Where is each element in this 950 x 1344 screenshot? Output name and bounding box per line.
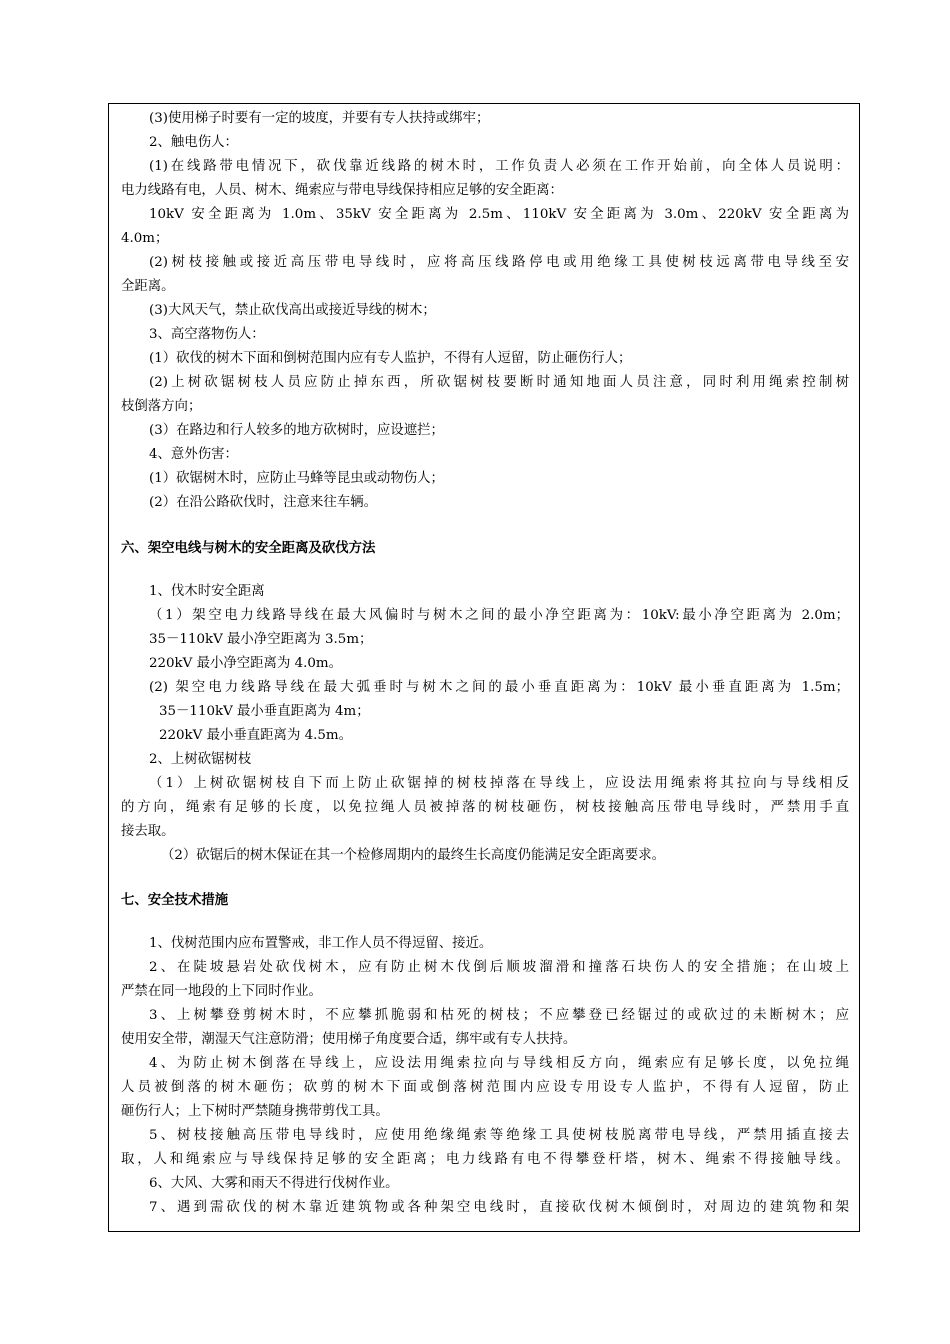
text-line: 取，人和绳索应与导线保持足够的安全距离；电力线路有电不得攀登杆塔，树木、绳索不得接触导线。	[121, 1152, 849, 1167]
text-line: 35－110kV 最小垂直距离为 4m；	[159, 704, 370, 719]
text-line: 10kV 安全距离为 1.0m、35kV 安全距离为 2.5m、110kV 安全距离为 3.0m、220kV 安全距离为	[149, 207, 849, 222]
text-line: 1、伐木时安全距离	[149, 584, 265, 599]
text-line: 2、上树砍锯树枝	[149, 752, 252, 767]
text-line: 5、树枝接触高压带电导线时，应使用绝缘绳索等绝缘工具使树枝脱离带电导线，严禁用插直接去	[149, 1128, 849, 1143]
text-line: （1）上树砍锯树枝自下而上防止砍锯掉的树枝掉落在导线上，应设法用绳索将其拉向与导线相反	[149, 776, 849, 791]
text-line: (2）在沿公路砍伐时，注意来往车辆。	[149, 495, 377, 510]
text-line: 电力线路有电，人员、树木、绳索应与带电导线保持相应足够的安全距离：	[121, 183, 563, 198]
text-line: 枝倒落方向；	[121, 399, 202, 414]
text-line: (1）砍锯树木时，应防止马蜂等昆虫或动物伤人；	[149, 471, 444, 486]
text-line: 的方向，绳索有足够的长度，以免拉绳人员被掉落的树枝砸伤，树枝接触高压带电导线时，严禁用手直	[121, 800, 849, 815]
text-line: 4、意外伤害：	[149, 447, 238, 462]
text-line: 砸伤行人；上下树时严禁随身携带剪伐工具。	[121, 1104, 389, 1119]
text-line: (2)上树砍锯树枝人员应防止掉东西，所砍锯树枝要断时通知地面人员注意，同时利用绳索控制树	[149, 375, 849, 390]
text-line: 2、触电伤人：	[149, 135, 238, 150]
text-line: （2）砍锯后的树木保证在其一个检修周期内的最终生长高度仍能满足安全距离要求。	[161, 848, 665, 863]
text-line: (1）砍伐的树木下面和倒树范围内应有专人监护，不得有人逗留，防止砸伤行人；	[149, 351, 632, 366]
text-line: 全距离。	[121, 279, 175, 294]
text-line: 4、为防止树木倒落在导线上，应设法用绳索拉向与导线相反方向，绳索应有足够长度，以免拉绳	[149, 1056, 849, 1071]
text-line: (2) 架空电力线路导线在最大弧垂时与树木之间的最小垂直距离为：10kV 最小垂直距离为 1.5m；	[149, 680, 849, 695]
text-line: 220kV 最小垂直距离为 4.5m。	[159, 728, 352, 743]
text-line: 35－110kV 最小净空距离为 3.5m；	[149, 632, 373, 647]
text-line: 4.0m；	[121, 231, 169, 246]
text-line: 2、在陡坡悬岩处砍伐树木，应有防止树木伐倒后顺坡溜滑和撞落石块伤人的安全措施；在山坡上	[149, 960, 849, 975]
text-line: 6、大风、大雾和雨天不得进行伐树作业。	[149, 1176, 399, 1191]
text-line: 7、遇到需砍伐的树木靠近建筑物或各种架空电线时，直接砍伐树木倾倒时，对周边的建筑物和架	[149, 1200, 849, 1215]
section-heading-6: 六、架空电线与树木的安全距离及砍伐方法	[121, 541, 376, 556]
text-line: 使用安全带，潮湿天气注意防滑；使用梯子角度要合适，绑牢或有专人扶持。	[121, 1032, 577, 1047]
section-heading-7: 七、安全技术措施	[121, 893, 229, 908]
text-line: 3、上树攀登剪树木时，不应攀抓脆弱和枯死的树枝；不应攀登已经锯过的或砍过的未断树木；应	[149, 1008, 849, 1023]
text-line: 1、伐树范围内应布置警戒，非工作人员不得逗留、接近。	[149, 936, 493, 951]
text-line: (3)使用梯子时要有一定的坡度，并要有专人扶持或绑牢；	[149, 111, 490, 126]
text-line: 严禁在同一地段的上下同时作业。	[121, 984, 322, 999]
text-line: （1）架空电力线路导线在最大风偏时与树木之间的最小净空距离为：10kV:最小净空距离为 2.0m；	[149, 608, 849, 623]
text-line: (3）在路边和行人较多的地方砍树时，应设遮拦；	[149, 423, 444, 438]
text-line: (1)在线路带电情况下，砍伐靠近线路的树木时，工作负责人必须在工作开始前，向全体人员说明：	[149, 159, 849, 174]
text-line: 220kV 最小净空距离为 4.0m。	[149, 656, 342, 671]
text-line: 接去取。	[121, 824, 175, 839]
text-line: (2)树枝接触或接近高压带电导线时，应将高压线路停电或用绝缘工具使树枝远离带电导线至安	[149, 255, 849, 270]
text-line: 人员被倒落的树木砸伤；砍剪的树木下面或倒落树范围内应设专用设专人监护，不得有人逗留，防止	[121, 1080, 849, 1095]
text-line: (3)大风天气，禁止砍伐高出或接近导线的树木；	[149, 303, 436, 318]
text-line: 3、高空落物伤人：	[149, 327, 265, 342]
document-table-frame	[108, 103, 860, 1232]
